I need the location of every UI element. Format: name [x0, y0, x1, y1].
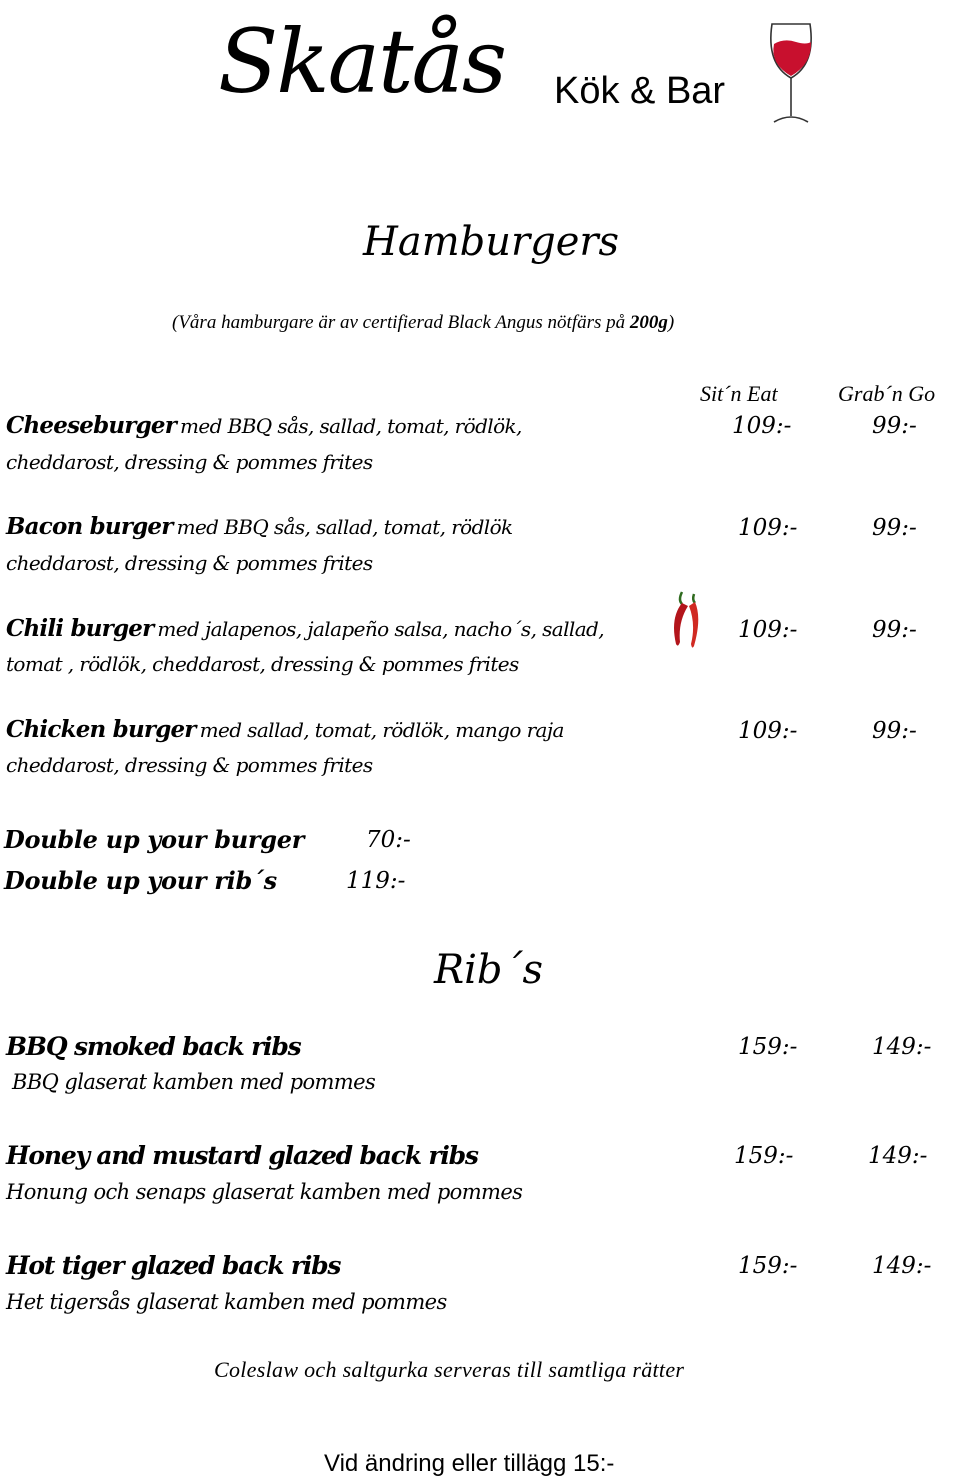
item-desc-line2: tomat , rödlök, cheddarost, dressing & pommes frites — [6, 652, 519, 676]
price-sit-n-eat: 109:- — [732, 413, 792, 439]
note-suffix: ) — [667, 312, 675, 333]
rib-item-desc: BBQ glaserat kamben med pommes — [12, 1070, 376, 1094]
price-sit-n-eat: 109:- — [738, 718, 798, 744]
menu-item-cheeseburger — [6, 412, 522, 439]
change-fee-note: Vid ändring eller tillägg 15:- — [324, 1450, 615, 1477]
price-sit-n-eat: 159:- — [734, 1143, 794, 1169]
note-bold: 200g — [629, 312, 668, 333]
double-up-ribs-price: 119:- — [346, 868, 406, 894]
item-name: Cheeseburger — [6, 412, 177, 439]
item-desc-line1: med jalapenos, jalapeño salsa, nacho´s, sallad, — [157, 617, 604, 641]
menu-item-chili-burger — [6, 615, 604, 642]
brand-script-logo: Skatås — [218, 10, 506, 113]
side-dish-note: Coleslaw och saltgurka serveras till samtliga rätter — [214, 1357, 685, 1382]
price-grab-n-go: 149:- — [872, 1253, 932, 1279]
price-grab-n-go: 99:- — [872, 413, 917, 439]
price-sit-n-eat: 109:- — [738, 515, 798, 541]
rib-item-name: Hot tiger glazed back ribs — [6, 1251, 341, 1280]
hamburgers-note — [172, 312, 674, 334]
rib-item-desc: Het tigersås glaserat kamben med pommes — [6, 1290, 447, 1314]
price-grab-n-go: 149:- — [872, 1034, 932, 1060]
double-up-ribs-label: Double up your rib´s — [4, 866, 277, 895]
brand-subtitle: Kök & Bar — [554, 70, 726, 112]
wine-glass-icon — [760, 18, 820, 130]
item-desc-line2: cheddarost, dressing & pommes frites — [6, 753, 373, 777]
price-grab-n-go: 149:- — [868, 1143, 928, 1169]
item-name: Chicken burger — [6, 716, 196, 743]
note-prefix: (Våra hamburgare är av certifierad Black Angus nötfärs på — [172, 312, 630, 333]
price-sit-n-eat: 109:- — [738, 617, 798, 643]
item-name: Bacon burger — [6, 513, 173, 540]
menu-item-chicken-burger — [6, 716, 564, 743]
rib-item-name: BBQ smoked back ribs — [6, 1032, 301, 1061]
ribs-title: Rib´s — [434, 947, 544, 993]
item-desc-line2: cheddarost, dressing & pommes frites — [6, 450, 373, 474]
item-desc-line1: med BBQ sås, sallad, tomat, rödlök — [176, 515, 513, 539]
rib-item-name: Honey and mustard glazed back ribs — [6, 1141, 478, 1170]
double-up-burger-label: Double up your burger — [4, 825, 305, 854]
price-sit-n-eat: 159:- — [738, 1253, 798, 1279]
column-header-sit-n-eat: Sit´n Eat — [700, 381, 778, 406]
price-grab-n-go: 99:- — [872, 617, 917, 643]
price-grab-n-go: 99:- — [872, 718, 917, 744]
price-grab-n-go: 99:- — [872, 515, 917, 541]
menu-item-bacon-burger — [6, 513, 513, 540]
item-desc-line1: med sallad, tomat, rödlök, mango raja — [199, 718, 564, 742]
item-desc-line2: cheddarost, dressing & pommes frites — [6, 551, 373, 575]
double-up-burger-price: 70:- — [366, 827, 411, 853]
column-header-grab-n-go: Grab´n Go — [838, 381, 936, 406]
item-desc-line1: med BBQ sås, sallad, tomat, rödlök, — [180, 414, 522, 438]
rib-item-desc: Honung och senaps glaserat kamben med pommes — [6, 1180, 523, 1204]
price-sit-n-eat: 159:- — [738, 1034, 798, 1060]
item-name: Chili burger — [6, 615, 154, 642]
chili-pepper-icon — [664, 588, 710, 650]
hamburgers-title: Hamburgers — [363, 219, 620, 265]
